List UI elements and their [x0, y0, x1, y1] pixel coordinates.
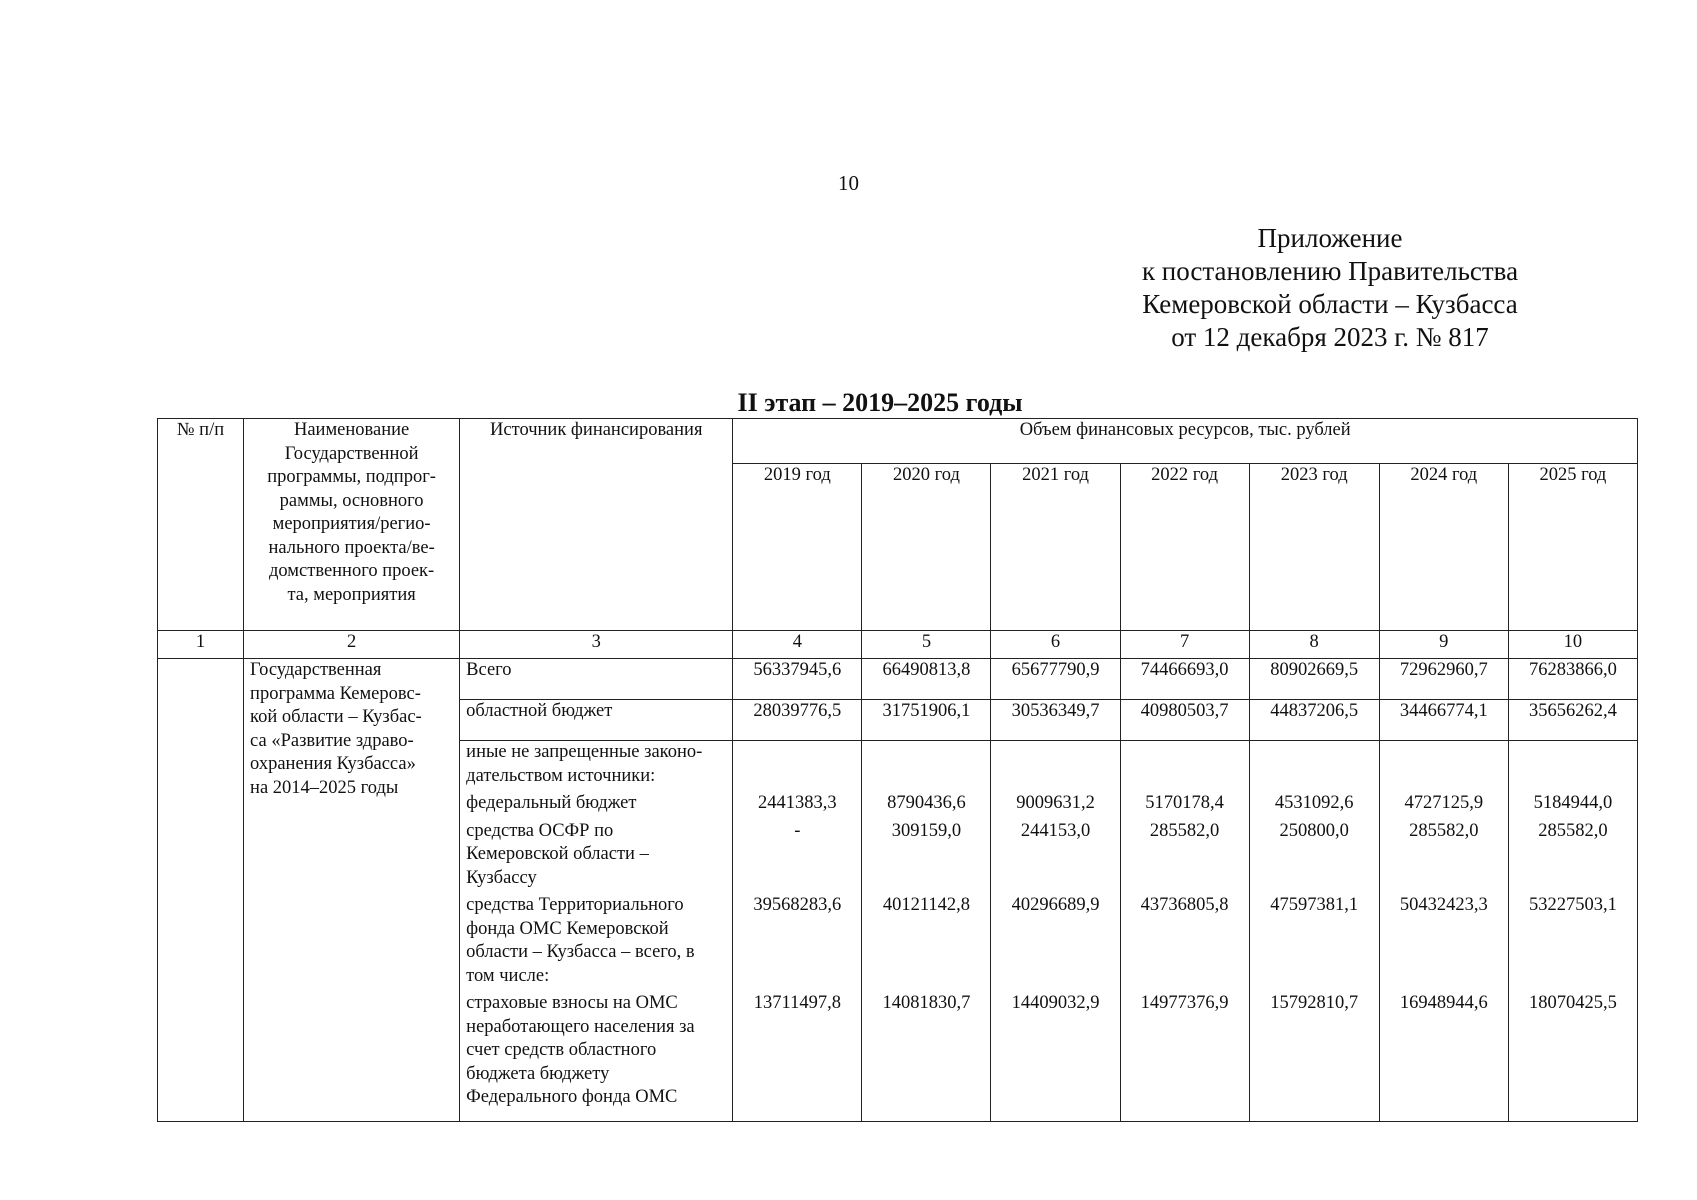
header-number: № п/п	[158, 419, 244, 631]
header-year: 2024 год	[1379, 464, 1508, 631]
value-cell: 4727125,9	[1404, 793, 1484, 813]
header-year: 2023 год	[1249, 464, 1379, 631]
column-number-cell: 9	[1379, 631, 1508, 659]
value-cell: 16948944,6	[1399, 993, 1488, 1013]
other-sources-intro-line: иные не запрещенные законо-	[466, 742, 703, 762]
program-name-line: са «Развитие здраво-	[250, 730, 414, 751]
value-cell: 72962960,7	[1379, 659, 1508, 700]
header-name-line: нального проекта/ве-	[268, 537, 435, 558]
row-number-cell	[158, 659, 244, 1122]
value-cell: 4531092,6	[1274, 793, 1354, 813]
value-cell: 40296689,9	[1011, 895, 1100, 915]
column-number-cell: 10	[1508, 631, 1637, 659]
header-name-line: раммы, основного	[279, 490, 424, 511]
other-source-label-line: Кузбассу	[466, 867, 537, 888]
value-cell: 18070425,5	[1528, 993, 1617, 1013]
program-name-line: на 2014–2025 годы	[250, 777, 399, 798]
other-source-label-line: средства ОСФР по	[466, 820, 614, 841]
value-cell: 53227503,1	[1528, 895, 1617, 915]
column-number-cell: 3	[460, 631, 733, 659]
value-cell: 14409032,9	[1011, 993, 1100, 1013]
other-source-label-line: Федерального фонда ОМС	[466, 1087, 678, 1107]
value-cell: 56337945,6	[733, 659, 862, 700]
value-cell: 14081830,7	[882, 993, 971, 1013]
column-number-cell: 8	[1249, 631, 1379, 659]
value-cell: 74466693,0	[1120, 659, 1249, 700]
other-source-label-line: неработающего населения за	[466, 1016, 695, 1037]
value-cell: 13711497,8	[753, 993, 841, 1013]
value-cell: -	[794, 820, 801, 841]
source-regional: областной бюджет	[460, 700, 733, 741]
table-row-total	[158, 659, 1638, 700]
header-name-line: программы, подпрог-	[267, 467, 436, 487]
value-cell: 244153,0	[1020, 820, 1091, 841]
column-number-cell: 5	[862, 631, 991, 659]
value-cell: 2441383,3	[758, 793, 837, 813]
value-cell: 5170178,4	[1145, 793, 1224, 813]
other-source-item	[466, 894, 726, 988]
column-number-cell: 6	[991, 631, 1120, 659]
other-sources-intro-line: дательством источники:	[466, 765, 656, 786]
value-spacer	[1256, 741, 1373, 788]
appendix-line-1: Приложение	[1257, 223, 1403, 253]
value-cell-group	[1508, 741, 1637, 1122]
other-sources-labels	[466, 741, 726, 1110]
program-name-line: кой области – Кузбас-	[250, 707, 422, 727]
value-cell-group	[1120, 741, 1249, 1122]
program-name-line: программа Кемеровс-	[250, 683, 421, 704]
program-name-line: Государственная	[250, 660, 382, 680]
appendix-line-3: Кемеровской области – Кузбасса	[1142, 289, 1518, 319]
value-cell: 40980503,7	[1120, 700, 1249, 741]
value-cell: 80902669,5	[1249, 659, 1379, 700]
appendix-line-4: от 12 декабря 2023 г. № 817	[1171, 322, 1489, 352]
value-cell: 35656262,4	[1508, 700, 1637, 741]
value-spacer	[1515, 741, 1631, 788]
other-source-label-line: средства Территориального	[466, 895, 684, 915]
program-name-cell	[244, 659, 460, 1122]
value-cell: 50432423,3	[1399, 895, 1488, 915]
header-name-line: та, мероприятия	[287, 584, 416, 605]
value-cell: 30536349,7	[991, 700, 1120, 741]
column-number-cell: 1	[158, 631, 244, 659]
value-cell: 15792810,7	[1270, 993, 1359, 1013]
value-cell: 39568283,6	[753, 895, 842, 915]
value-cell: 285582,0	[1538, 820, 1608, 841]
program-name	[250, 659, 453, 800]
header-year: 2019 год	[733, 464, 862, 631]
value-spacer	[1386, 741, 1502, 788]
header-name-line: мероприятия/регио-	[272, 514, 431, 534]
header-name-line: Наименование	[293, 420, 410, 440]
appendix-line-2: к постановлению Правительства	[1141, 256, 1519, 286]
value-cell: 65677790,9	[991, 659, 1120, 700]
value-cell: 9009631,2	[1016, 793, 1095, 813]
value-cell-group	[991, 741, 1120, 1122]
other-source-label-line: федеральный бюджет	[466, 793, 637, 813]
value-cell: 5184944,0	[1533, 793, 1613, 813]
column-number-cell: 2	[244, 631, 460, 659]
column-number-cell: 4	[733, 631, 862, 659]
column-numbers-row	[158, 631, 1638, 659]
source-total: Всего	[460, 659, 733, 700]
header-year: 2020 год	[862, 464, 991, 631]
header-name-lines	[250, 419, 453, 607]
header-year: 2025 год	[1508, 464, 1637, 631]
value-cell: 8790436,6	[887, 793, 966, 813]
value-spacer	[739, 741, 855, 788]
header-source: Источник финансирования	[460, 419, 733, 631]
financing-table	[157, 418, 1638, 1122]
value-cell-group	[1249, 741, 1379, 1122]
value-cell: 31751906,1	[862, 700, 991, 741]
value-cell: 14977376,9	[1140, 993, 1229, 1013]
value-cell: 40121142,8	[882, 895, 971, 915]
value-cell: 34466774,1	[1379, 700, 1508, 741]
value-cell: 44837206,5	[1249, 700, 1379, 741]
source-other-cell	[460, 741, 733, 1122]
other-source-item	[466, 820, 726, 891]
header-year: 2022 год	[1120, 464, 1249, 631]
value-cell-group	[862, 741, 991, 1122]
value-spacer	[1127, 741, 1243, 788]
value-cell-group	[1379, 741, 1508, 1122]
value-cell: 76283866,0	[1508, 659, 1637, 700]
value-cell: 285582,0	[1149, 820, 1220, 841]
header-year: 2021 год	[991, 464, 1120, 631]
other-source-label-line: Кемеровской области –	[466, 844, 649, 864]
value-cell: 309159,0	[891, 820, 962, 841]
header-name-line: домственного проек-	[269, 561, 435, 581]
other-source-label-line: том числе:	[466, 965, 550, 986]
value-cell: 250800,0	[1279, 820, 1349, 841]
other-source-label-line: счет средств областного	[466, 1040, 657, 1060]
other-source-item	[466, 992, 726, 1110]
stage-title: II этап – 2019–2025 годы	[737, 388, 1023, 417]
header-name-line: Государственной	[284, 443, 419, 464]
other-source-label-line: фонда ОМС Кемеровской	[466, 918, 669, 939]
header-name	[244, 419, 460, 631]
value-cell: 66490813,8	[862, 659, 991, 700]
column-number-cell: 7	[1120, 631, 1249, 659]
value-cell: 47597381,1	[1270, 895, 1359, 915]
other-source-label-line: страховые взносы на ОМС	[466, 993, 678, 1013]
value-cell: 43736805,8	[1140, 895, 1229, 915]
other-sources-intro	[466, 741, 726, 788]
other-source-item	[466, 792, 726, 816]
other-source-label-line: бюджета бюджету	[466, 1063, 610, 1084]
value-spacer	[868, 741, 984, 788]
program-name-line: охранения Кузбасса»	[250, 754, 416, 774]
header-volume-group: Объем финансовых ресурсов, тыс. рублей	[733, 419, 1638, 464]
page-number: 10	[838, 171, 859, 195]
appendix-block	[1100, 222, 1560, 354]
value-spacer	[997, 741, 1113, 788]
value-cell: 28039776,5	[733, 700, 862, 741]
other-source-label-line: области – Кузбасса – всего, в	[466, 942, 695, 962]
value-cell-group	[733, 741, 862, 1122]
value-cell: 285582,0	[1409, 820, 1479, 841]
